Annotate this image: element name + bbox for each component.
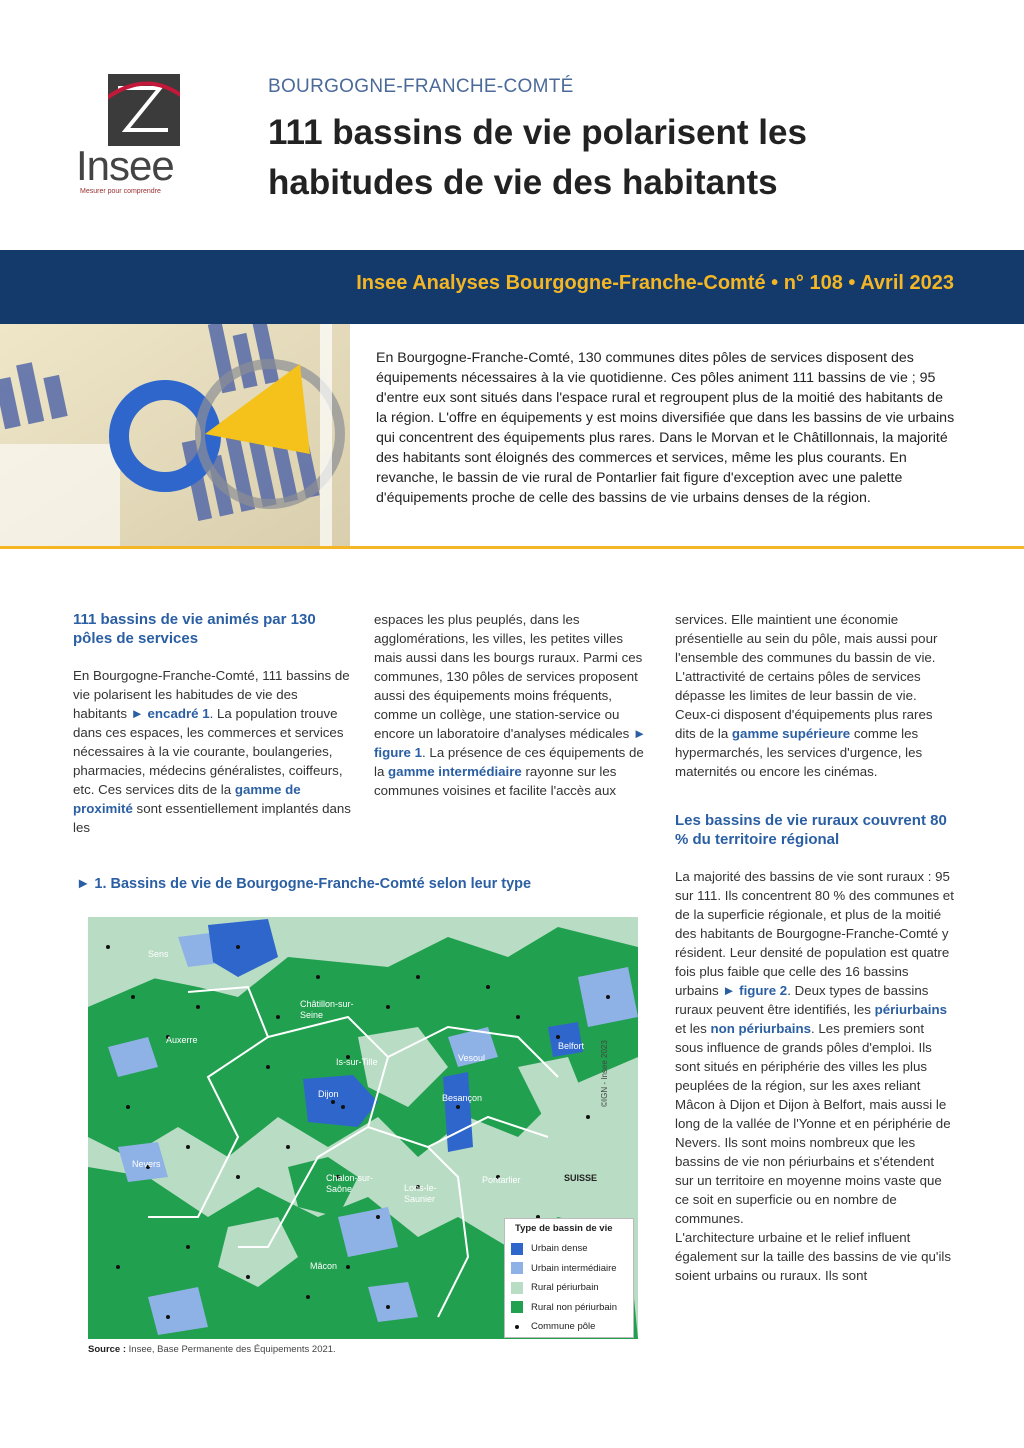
city-label: Belfort (558, 1041, 585, 1051)
text-run: comme les hypermarchés, les services d'urgence, les maternités ou encore les cinémas. (675, 726, 923, 779)
column-3 (675, 610, 955, 1285)
section1-paragraph1-end: services. Elle maintient une économie présentielle au sein du pôle, mais aussi pour l'ensemble des communes du bassin de vie. (675, 612, 938, 665)
source-text: Insee, Base Permanente des Équipements 2021. (126, 1344, 336, 1355)
section2-paragraph1 (675, 867, 955, 1228)
keyword-gamme-superieure[interactable]: gamme supérieure (731, 726, 851, 741)
city-label: Is-sur-Tille (336, 1057, 378, 1067)
link-figure-1[interactable]: ► figure 1 (374, 726, 647, 760)
logo-mark-icon (108, 74, 180, 146)
insee-logo (76, 72, 186, 197)
legend-title: Type de bassin de vie (515, 1223, 613, 1234)
legend-label: Commune pôle (531, 1321, 596, 1333)
legend-label: Urbain dense (531, 1243, 588, 1255)
logo-word: Insee (76, 142, 174, 189)
publication-info: Insee Analyses Bourgogne-Franche-Comté • n° 108 • Avril 2023 (356, 272, 954, 294)
column-1 (73, 610, 353, 837)
text-run: . Les premiers sont sous influence de grands pôles d'emploi. Ils sont situés en périphérie des villes les plus peuplées de la région, sur les axes reliant Mâcon à Dijon et Dijon à Belfort, mais aussi le long de la vallée de l'Yonne et en périphérie de Nevers. Ils sont moins nombreux que les bassins de vie non périurbains et s'étendent sur un territoire en moyenne moins vaste que ce soit en superficie ou en nombre de communes. (675, 1021, 951, 1226)
keyword-periurbains[interactable]: périurbains (874, 1002, 947, 1017)
legend-item (505, 1259, 633, 1279)
city-label: Besançon (442, 1093, 483, 1103)
legend-swatch (511, 1262, 523, 1274)
city-label: Pontarlier (482, 1175, 521, 1185)
section1-heading: 111 bassins de vie animés par 130 pôles de services (73, 611, 316, 647)
city-label: Dijon (318, 1089, 339, 1099)
logo-tagline: Mesurer pour comprendre (80, 188, 161, 195)
legend-label: Rural non périurbain (531, 1301, 618, 1313)
figure-source (88, 1344, 336, 1355)
legend-label: Urbain intermédiaire (531, 1262, 617, 1274)
map-legend (504, 1218, 634, 1338)
legend-item (505, 1239, 633, 1259)
keyword-gamme-intermediaire[interactable]: gamme intermédiaire (388, 764, 522, 779)
section1-paragraph1 (73, 666, 353, 837)
legend-item (505, 1278, 633, 1298)
legend-swatch (511, 1243, 523, 1255)
text-run: . La population trouve dans ces espaces, les commerces et services nécessaires à la vie courante, boulangeries, pharmacies, médecins généralistes, coiffeurs, etc. Ces services dits de la (73, 706, 344, 797)
separator-rule (0, 546, 1024, 549)
city-label: Auxerre (166, 1035, 198, 1045)
page-title: 111 bassins de vie polarisent les habitudes de vie des habitants (268, 113, 807, 202)
legend-label: Rural périurbain (531, 1282, 599, 1294)
text-run: . Deux types de bassins ruraux peuvent être identifiés, les (675, 983, 929, 1017)
city-label: Vesoul (458, 1053, 486, 1063)
column-2 (374, 610, 654, 800)
legend-item (505, 1317, 633, 1337)
city-label: Nevers (132, 1159, 161, 1169)
link-encadre-1[interactable]: ► encadré 1 (130, 706, 210, 721)
section1-paragraph1-continued (374, 610, 654, 800)
text-run: et les (675, 1021, 711, 1036)
city-label: Lons-le-Saunier (404, 1183, 437, 1204)
city-label: Sens (148, 949, 169, 959)
city-label: Mâcon (310, 1261, 338, 1271)
city-label: Chalon-sur-Saône (326, 1173, 374, 1194)
text-run: La majorité des bassins de vie sont ruraux : 95 sur 111. Ils concentrent 80 % des communes et de la superficie régionale, et plus de la moitié des habitants de Bourgogne-Franche-Comté y résident. Leur densité de population est quatre fois plus faible que celle des 16 bassins urbains (675, 869, 954, 998)
keyword-gamme-proximite[interactable]: gamme de proximité (73, 782, 301, 816)
text-run: sont essentiellement implantés dans les (73, 801, 351, 835)
text-run: rayonne sur les communes voisines et facilite l'accès aux (374, 764, 617, 798)
region-label: BOURGOGNE-FRANCHE-COMTÉ (268, 76, 574, 97)
pole-dot-icon (515, 1325, 519, 1329)
text-run: En Bourgogne-Franche-Comté, 111 bassins de vie polarisent les habitudes de vie des habitants (73, 668, 350, 721)
text-run: . La présence de ces équipements de la (374, 745, 644, 779)
legend-swatch (511, 1301, 523, 1313)
map-credit: ©IGN - Insee 2023 (600, 1040, 609, 1107)
hero-illustration (0, 324, 350, 546)
text-run: espaces les plus peuplés, dans les agglomérations, les villes, les petites villes mais aussi dans les bourgs ruraux. Parmi ces communes, 130 pôles de services proposent aussi des équipements moins fréquents, comme un collège, une station-service ou encore un laboratoire d'analyses médicales (374, 612, 643, 741)
section2-heading: Les bassins de vie ruraux couvrent 80 % du territoire régional (675, 812, 947, 848)
section2-paragraph2: L'architecture urbaine et le relief influent également sur la taille des bassins de vie qu'ils soient urbains ou ruraux. Ils sont (675, 1230, 952, 1283)
link-figure-2[interactable]: ► figure 2 (722, 983, 788, 998)
text-run: L'attractivité de certains pôles de services dépasse les limites de leur bassin de vie. Ceux-ci disposent d'équipements plus rares dits de la (675, 669, 933, 741)
section1-paragraph2 (675, 667, 955, 781)
legend-item (505, 1298, 633, 1318)
source-label: Source : (88, 1344, 127, 1355)
keyword-non-periurbains[interactable]: non périurbains (710, 1021, 811, 1036)
abstract: En Bourgogne-Franche-Comté, 130 communes dites pôles de services disposent des équipements nécessaires à la vie quotidienne. Ces pôles animent 111 bassins de vie ; 95 d'entre eux sont situés dans l'espace rural et regroupent plus de la moitié des habitants de la région. L'offre en équipements y est moins diversifiée que dans les bassins de vie urbains qui concentrent des équipements plus rares. Dans le Morvan et le Châtillonnais, la majorité des habitants sont éloignés des commerces et services, même les plus courants. En revanche, le bassin de vie rural de Pontarlier fait figure d'exception avec une palette d'équipements proche de celle des bassins de vie urbains denses de la région. (376, 350, 955, 506)
city-label: Châtillon-sur-Seine (300, 999, 354, 1020)
country-label: SUISSE (564, 1173, 598, 1183)
figure1-title: ► 1. Bassins de vie de Bourgogne-Franche-Comté selon leur type (76, 876, 532, 892)
legend-swatch (511, 1282, 523, 1294)
